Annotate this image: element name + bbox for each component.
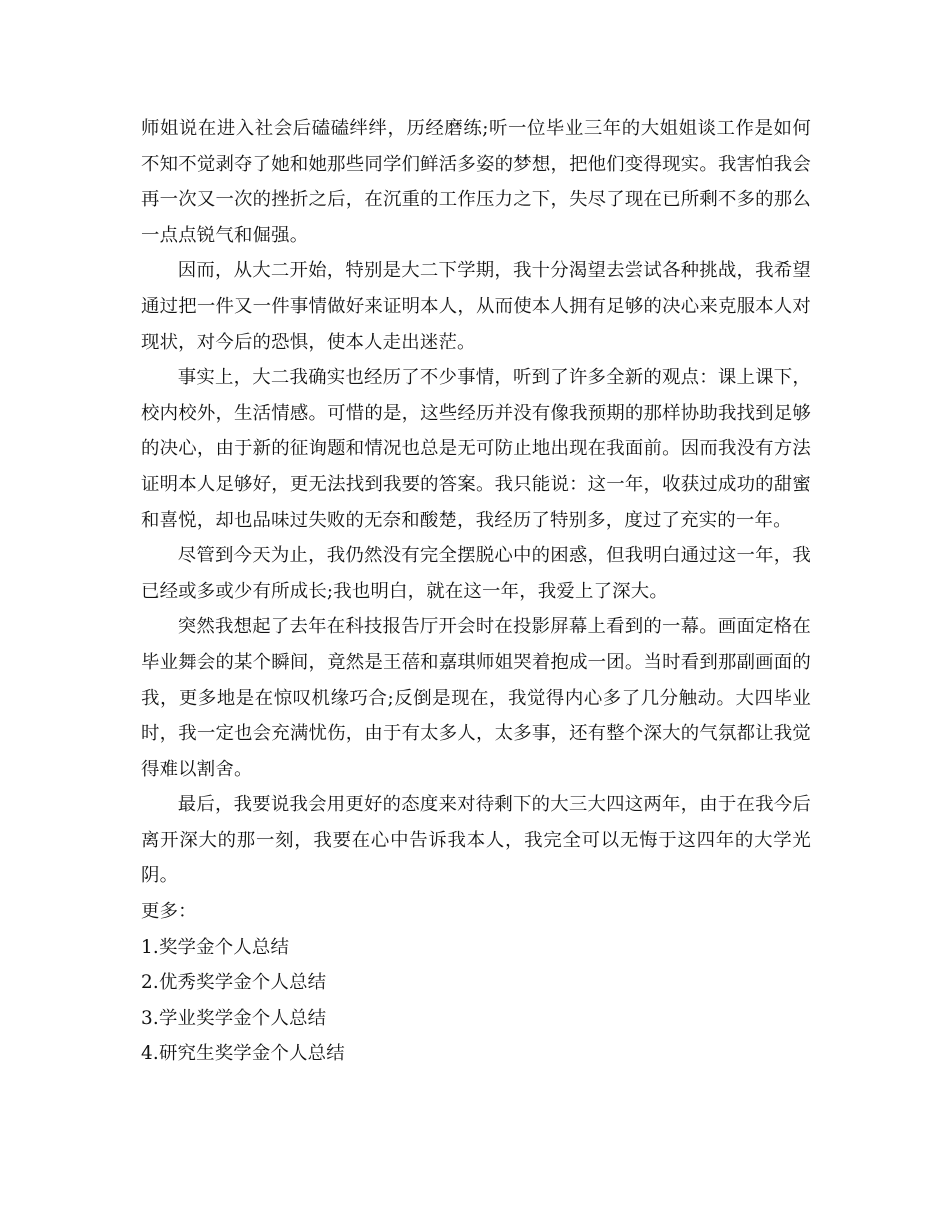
paragraph-6: 最后，我要说我会用更好的态度来对待剩下的大三大四这两年，由于在我今后离开深大的那一刻，我要在心中告诉我本人，我完全可以无悔于这四年的大学光阴。 (141, 794, 811, 887)
paragraph-1: 师姐说在进入社会后磕磕绊绊，历经磨练;听一位毕业三年的大姐姐谈工作是如何不知不觉剥夺了她和她那些同学们鲜活多姿的梦想，把他们变得现实。我害怕我会再一次又一次的挫折之后，在沉重的工作压力之下，失尽了现在已所剩不多的那么一点点锐气和倔强。 (141, 118, 811, 246)
paragraph-2: 因而，从大二开始，特别是大二下学期，我十分渴望去尝试各种挑战，我希望通过把一件又一件事情做好来证明本人，从而使本人拥有足够的决心来克服本人对现状，对今后的恐惧，使本人走出迷茫。 (141, 260, 811, 353)
related-link-3[interactable]: 3.学业奖学金个人总结 (141, 1007, 327, 1029)
related-link-1[interactable]: 1.奖学金个人总结 (141, 936, 290, 958)
related-link-2[interactable]: 2.优秀奖学金个人总结 (141, 972, 327, 994)
document-body (141, 111, 811, 1072)
paragraph-4: 尽管到今天为止，我仍然没有完全摆脱心中的困惑，但我明白通过这一年，我已经或多或少有所成长;我也明白，就在这一年，我爱上了深大。 (141, 545, 811, 602)
paragraph-3: 事实上，大二我确实也经历了不少事情，听到了许多全新的观点：课上课下，校内校外，生活情感。可惜的是，这些经历并没有像我预期的那样协助我找到足够的决心，由于新的征询题和情况也总是无可防止地出现在我面前。因而我没有方法证明本人足够好，更无法找到我要的答案。我只能说：这一年，收获过成功的甜蜜和喜悦，却也品味过失败的无奈和酸楚，我经历了特别多，度过了充实的一年。 (141, 367, 811, 531)
related-link-4[interactable]: 4.研究生奖学金个人总结 (141, 1043, 345, 1065)
more-label: 更多： (141, 901, 197, 923)
paragraph-5: 突然我想起了去年在科技报告厅开会时在投影屏幕上看到的一幕。画面定格在毕业舞会的某个瞬间，竟然是王蓓和嘉琪师姐哭着抱成一团。当时看到那副画面的我，更多地是在惊叹机缘巧合;反倒是现在，我觉得内心多了几分触动。大四毕业时，我一定也会充满忧伤，由于有太多人，太多事，还有整个深大的气氛都让我觉得难以割舍。 (141, 616, 811, 780)
